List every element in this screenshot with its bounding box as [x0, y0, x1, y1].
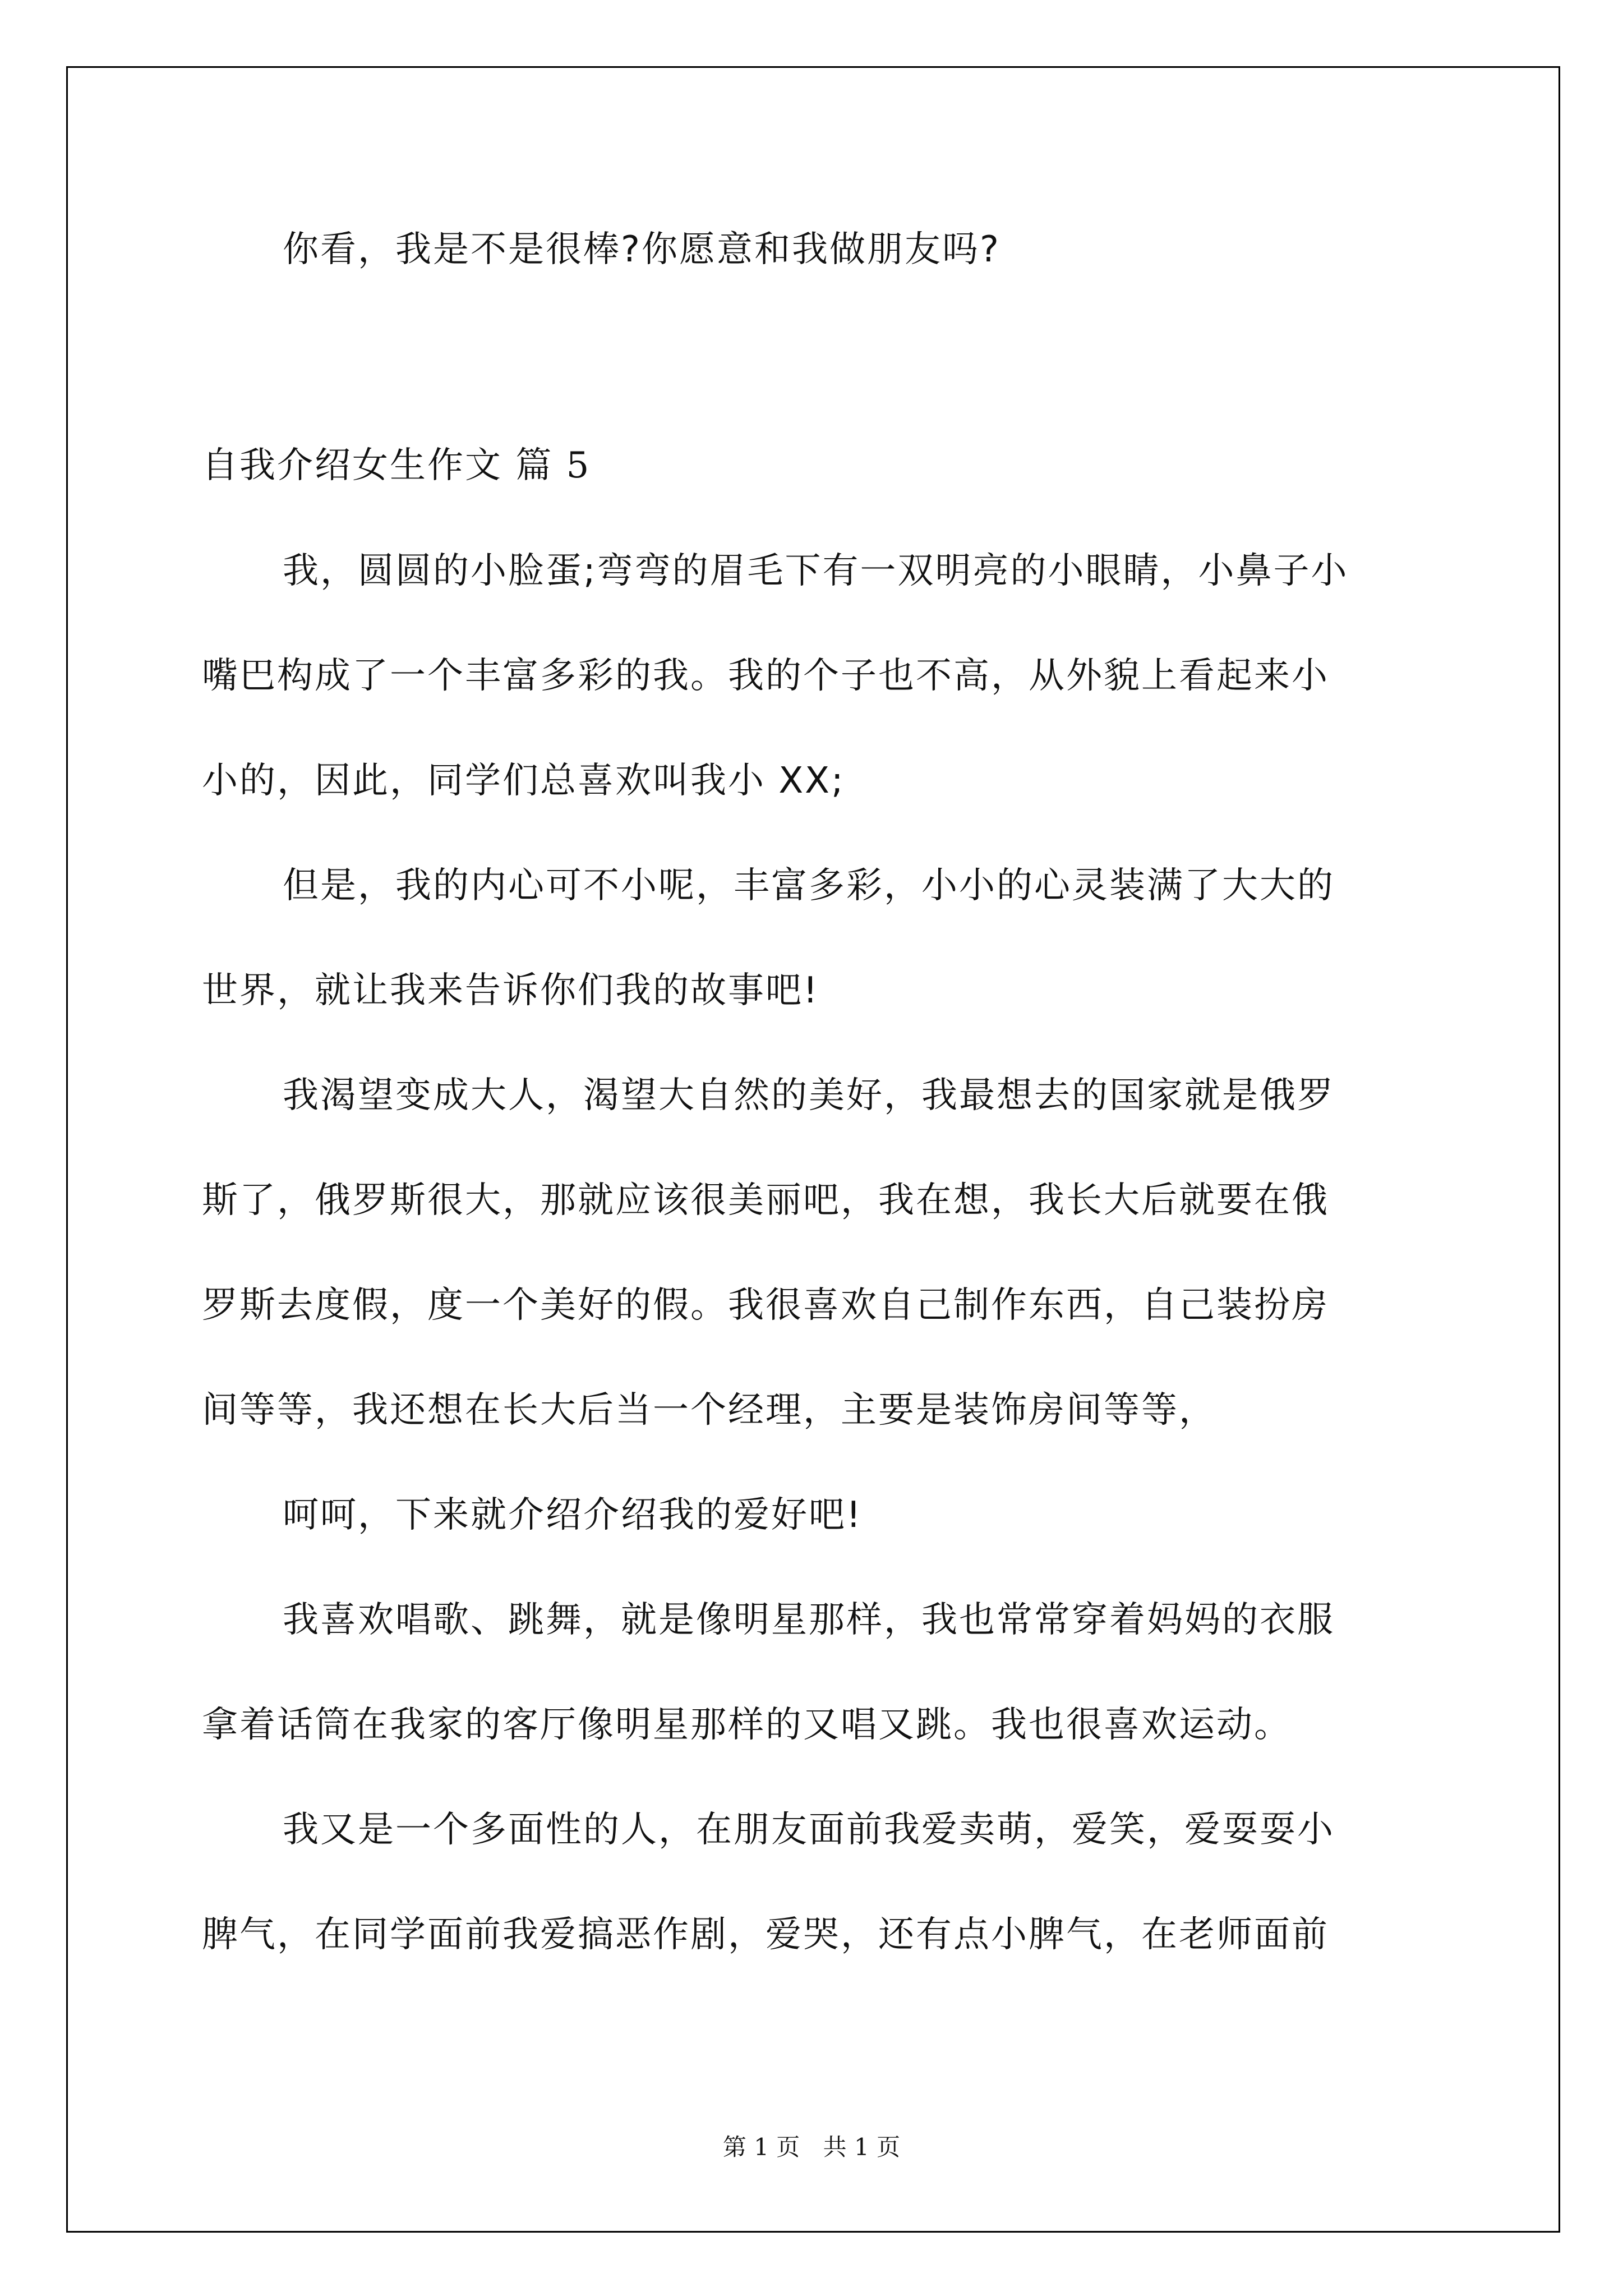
paragraph-line: 斯了，俄罗斯很大，那就应该很美丽吧，我在想，我长大后就要在俄	[202, 1180, 1329, 1221]
paragraph-line: 脾气，在同学面前我爱搞恶作剧，爱哭，还有点小脾气，在老师面前	[202, 1914, 1329, 1955]
paragraph-line: 我喜欢唱歌、跳舞，就是像明星那样，我也常常穿着妈妈的衣服	[283, 1599, 1335, 1641]
paragraph-line: 嘴巴构成了一个丰富多彩的我。我的个子也不高，从外貌上看起来小	[202, 655, 1329, 697]
section-title: 自我介绍女生作文 篇 5	[202, 445, 591, 486]
paragraph-line: 我，圆圆的小脸蛋;弯弯的眉毛下有一双明亮的小眼睛，小鼻子小	[283, 550, 1349, 592]
page-number: 第 1 页	[722, 2133, 800, 2161]
paragraph-line: 我渴望变成大人，渴望大自然的美好，我最想去的国家就是俄罗	[283, 1075, 1335, 1116]
page-border	[66, 66, 1560, 2233]
page-footer	[0, 2132, 1623, 2163]
paragraph-line: 呵呵，下来就介绍介绍我的爱好吧!	[283, 1494, 863, 1536]
paragraph-line: 世界，就让我来告诉你们我的故事吧!	[202, 970, 819, 1011]
paragraph-line: 拿着话筒在我家的客厅像明星那样的又唱又跳。我也很喜欢运动。	[202, 1704, 1292, 1746]
paragraph-line: 小的，因此，同学们总喜欢叫我小 XX;	[202, 760, 845, 802]
intro-paragraph: 你看，我是不是很棒?你愿意和我做朋友吗?	[283, 229, 1000, 270]
paragraph-line: 罗斯去度假，度一个美好的假。我很喜欢自己制作东西，自己装扮房	[202, 1285, 1329, 1326]
page-total: 共 1 页	[823, 2133, 901, 2161]
paragraph-line: 间等等，我还想在长大后当一个经理，主要是装饰房间等等，	[202, 1389, 1216, 1431]
paragraph-line: 但是，我的内心可不小呢，丰富多彩，小小的心灵装满了大大的	[283, 865, 1335, 907]
paragraph-line: 我又是一个多面性的人，在朋友面前我爱卖萌，爱笑，爱耍耍小	[283, 1809, 1335, 1851]
